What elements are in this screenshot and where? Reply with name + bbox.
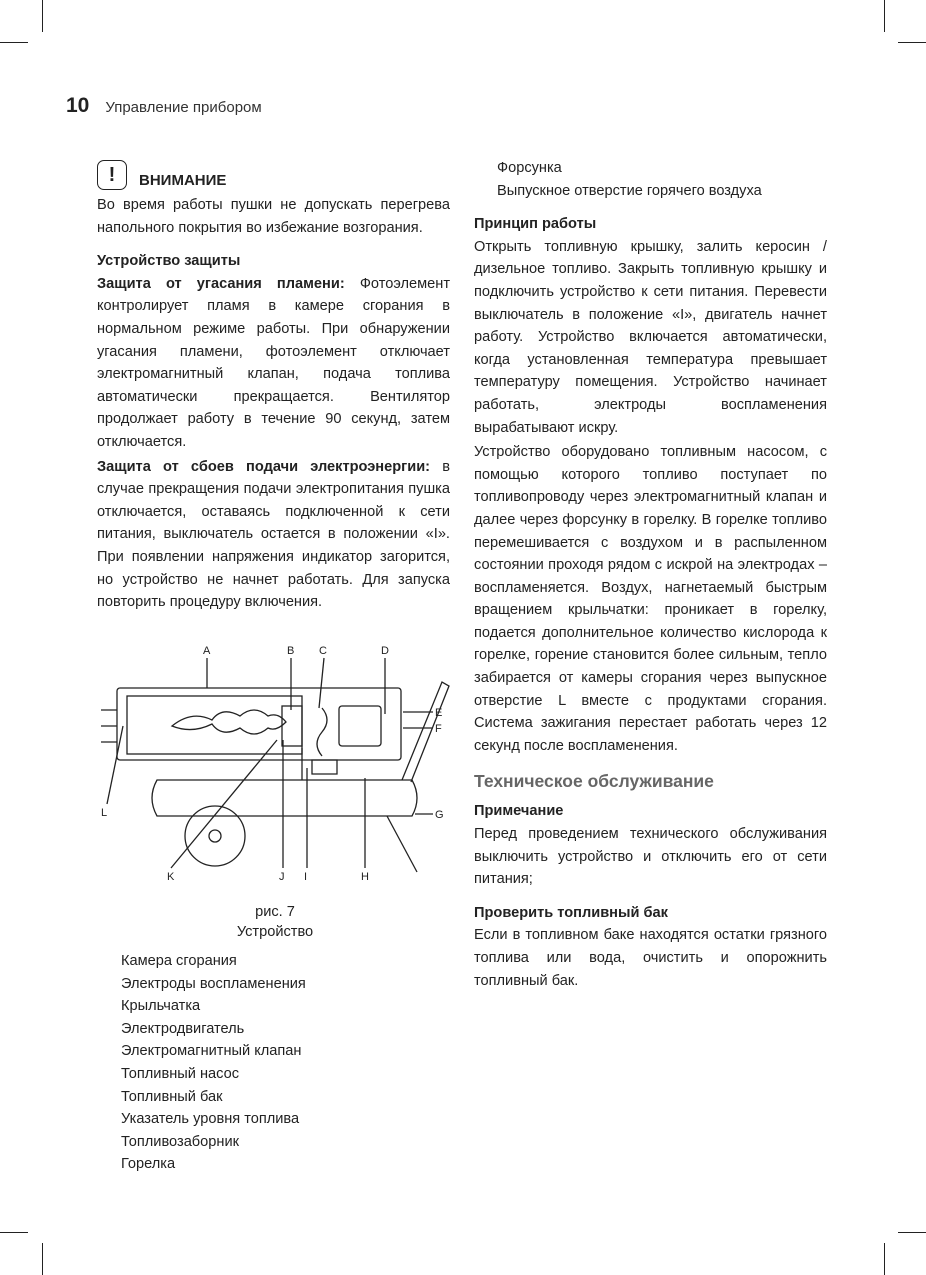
fig-label-k: K	[167, 871, 175, 883]
housing-outline	[117, 688, 401, 760]
leader-k	[171, 740, 277, 868]
wheel-hub	[209, 830, 221, 842]
legend-item: Указатель уровня топлива	[121, 1111, 300, 1128]
legend-item: Топливозаборник	[121, 1133, 239, 1150]
flame-protection-label: Защита от угасания пламени:	[97, 275, 345, 292]
legend-item: Крыльчатка	[121, 998, 201, 1015]
note-text: Перед проведением технического обслуживания выключить устройство и отключить его от сети питания;	[474, 826, 827, 888]
power-protection-label: Защита от сбоев подачи электроэнергии:	[97, 458, 431, 475]
crop-mark	[898, 1232, 926, 1233]
legend-list	[121, 950, 306, 1176]
note-heading: Примечание	[474, 803, 564, 820]
fig-label-g: G	[435, 809, 444, 821]
legend-item: Электромагнитный клапан	[121, 1043, 302, 1060]
leader-l	[107, 726, 123, 804]
fig-label-c: C	[319, 645, 327, 657]
fig-label-f: F	[435, 723, 442, 735]
protection-heading: Устройство защиты	[97, 253, 241, 270]
left-column	[97, 160, 450, 614]
fig-label-j: J	[279, 871, 285, 883]
fig-label-l: L	[101, 807, 108, 819]
crop-mark	[884, 1243, 885, 1275]
principle-paragraph-2: Устройство оборудовано топливным насосом, с помощью которого топливо поступает по топливопроводу через электромагнитный клапан и далее через форсунку в горелку. В горелке топливо перемешивается с воздухом и в распыленном состоянии проходя рядом с искрой на электродах – воспламеняется. Воздух, нагнетаемый быстрым вращением крыльчатки: проникает в горелку, подается дополнительное количество кислорода к горелке, горение становится более сильным, тепло забирается от камеры сгорания через выпускное отверстие L вместе с продуктами сгорания. Система зажигания перестает работать через 12 секунд после воспламенения.	[474, 444, 827, 754]
chamber-inner	[127, 696, 302, 754]
figure-title: Устройство	[236, 924, 314, 940]
warning-header	[97, 160, 450, 192]
crop-mark	[0, 1232, 28, 1233]
warning-text: Во время работы пушки не допускать перегрева напольного покрытия во избежание возгорания.	[97, 197, 450, 236]
flame	[172, 710, 286, 734]
pump	[312, 760, 337, 774]
burner	[282, 706, 302, 746]
warning-icon: !	[97, 160, 127, 190]
legend-list-continued	[497, 157, 827, 202]
exhaust-arrow	[101, 710, 117, 742]
fig-label-e: E	[435, 707, 443, 719]
principle-paragraph-1: Открыть топливную крышку, залить керосин / дизельное топливо. Закрыть топливную крышку и подключить устройство к сети питания. Перевести выключатель в положение «I», двигатель начнет работу. Устройство включается автоматически, когда установленная температура превышает температуру помещения. Устройство начинает работать, электроды воспламенения вырабатывают искру.	[474, 238, 827, 436]
legend-item: Выпускное отверстие горячего воздуха	[497, 182, 762, 199]
fig-label-i: I	[304, 871, 308, 883]
legend-item: Горелка	[121, 1156, 176, 1173]
fan	[317, 708, 327, 756]
flame-protection-paragraph	[97, 273, 450, 454]
fuel-tank	[152, 780, 417, 816]
warning-title: ВНИМАНИЕ	[139, 172, 227, 189]
figure-caption	[150, 902, 400, 942]
stand	[387, 816, 417, 872]
section-title: Управление прибором	[105, 99, 262, 116]
figure-number: рис. 7	[255, 904, 295, 920]
page-header	[66, 94, 262, 120]
flame-protection-text: Фотоэлемент контролирует пламя в камере сгорания в нормальном режиме работы. При обнаружении угасания пламени, фотоэлемент отключает электромагнитный клапан, подача топлива автоматически прекращается. Вентилятор продолжает работу в течение 90 секунд, затем отключается.	[97, 275, 450, 450]
legend-item: Электродвигатель	[121, 1020, 245, 1037]
legend-item: Топливный бак	[121, 1088, 223, 1105]
legend-item: Топливный насос	[121, 1065, 240, 1082]
legend-item: Форсунка	[497, 160, 562, 176]
motor-housing	[339, 706, 381, 746]
handle	[402, 682, 449, 782]
page-number: 10	[66, 94, 90, 117]
fig-label-d: D	[381, 645, 389, 657]
fig-label-b: B	[287, 645, 295, 657]
maintenance-heading: Техническое обслуживание	[474, 771, 714, 792]
tank-heading: Проверить топливный бак	[474, 904, 668, 921]
leader-c	[319, 658, 324, 708]
principle-heading: Принцип работы	[474, 216, 597, 233]
power-protection-paragraph	[97, 456, 450, 614]
fig-label-a: A	[203, 645, 211, 657]
legend-item: Электроды воспламенения	[121, 975, 306, 992]
power-protection-text: в случае прекращения подачи электропитания пушка отключается, оставаясь подключенной к сети питания, выключатель остается в положении «I». При появлении напряжения индикатор загорится, но устройство не начнет работать. Для запуска повторить процедуру включения.	[97, 458, 450, 611]
right-column	[474, 157, 827, 992]
crop-mark	[0, 42, 28, 43]
crop-mark	[884, 0, 885, 32]
crop-mark	[42, 0, 43, 32]
device-diagram	[97, 640, 457, 885]
legend-item: Камера сгорания	[121, 953, 237, 969]
crop-mark	[898, 42, 926, 43]
crop-mark	[42, 1243, 43, 1275]
tank-text: Если в топливном баке находятся остатки грязного топлива или вода, очистить и опорожнить топливный бак.	[474, 927, 827, 989]
fig-label-h: H	[361, 871, 369, 883]
